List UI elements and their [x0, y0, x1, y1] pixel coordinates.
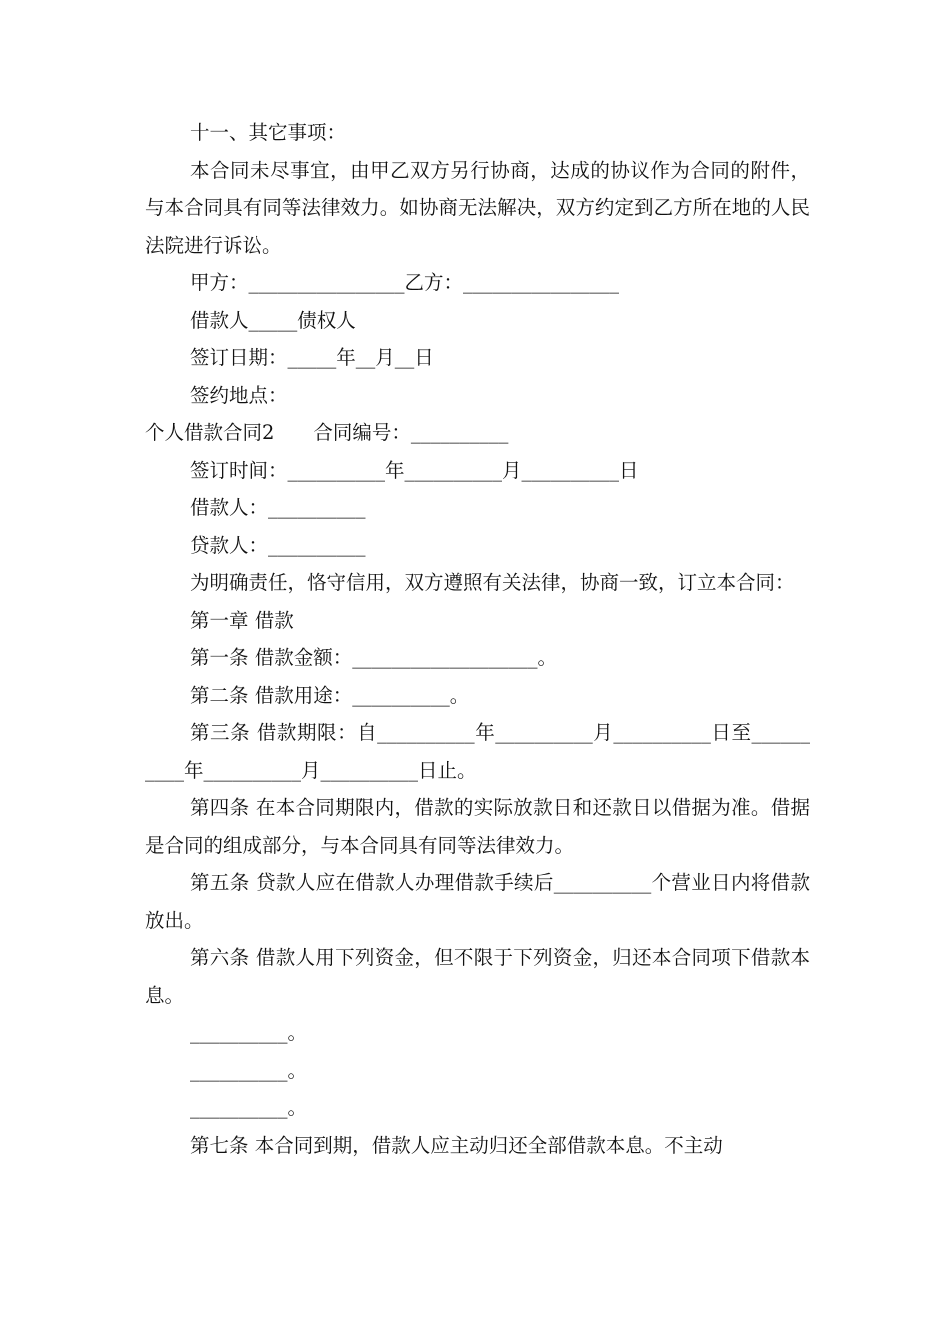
document-page [145, 114, 810, 1164]
paragraph-fund-source-2: __________。 [190, 1058, 308, 1082]
paragraph-article-1: 第一条 借款金额：___________________。 [190, 646, 557, 669]
paragraph-borrower-creditor: 借款人_____债权人 [190, 308, 356, 332]
paragraph-article-3: 第三条 借款期限：自__________年__________月__________日至__________年__________月__________日止。 [145, 721, 810, 782]
paragraph-lender: 贷款人：__________ [190, 533, 366, 557]
paragraph-contract-title-number: 个人借款合同2 合同编号：__________ [145, 421, 509, 444]
paragraph-borrower: 借款人：__________ [190, 496, 366, 519]
paragraph-other-matters-heading: 十一、其它事项： [190, 121, 347, 144]
paragraph-unresolved-matters: 本合同未尽事宜，由甲乙双方另行协商，达成的协议作为合同的附件，与本合同具有同等法律效力。如协商无法解决，双方约定到乙方所在地的人民法院进行诉讼。 [145, 158, 810, 257]
paragraph-chapter-one: 第一章 借款 [190, 608, 294, 632]
paragraph-fund-source-3: __________。 [190, 1096, 308, 1119]
paragraph-article-6: 第六条 借款人用下列资金，但不限于下列资金，归还本合同项下借款本息。 [145, 946, 810, 1007]
paragraph-article-2: 第二条 借款用途：__________。 [190, 683, 470, 707]
paragraph-signing-date: 签订日期：_____年__月__日 [190, 346, 434, 369]
paragraph-preamble: 为明确责任，恪守信用，双方遵照有关法律，协商一致，订立本合同： [190, 571, 795, 594]
paragraph-signing-time: 签订时间：__________年__________月__________日 [190, 458, 639, 482]
paragraph-article-4: 第四条 在本合同期限内，借款的实际放款日和还款日以借据为准。借据是合同的组成部分，与本合同具有同等法律效力。 [145, 796, 810, 857]
paragraph-article-7: 第七条 本合同到期，借款人应主动归还全部借款本息。不主动 [190, 1133, 723, 1157]
paragraph-signing-place: 签约地点： [190, 383, 288, 407]
paragraph-article-5: 第五条 贷款人应在借款人办理借款手续后__________个营业日内将借款放出。 [145, 871, 810, 932]
paragraph-party-signatures: 甲方：________________乙方：________________ [190, 271, 620, 294]
paragraph-fund-source-1: __________。 [190, 1021, 308, 1044]
